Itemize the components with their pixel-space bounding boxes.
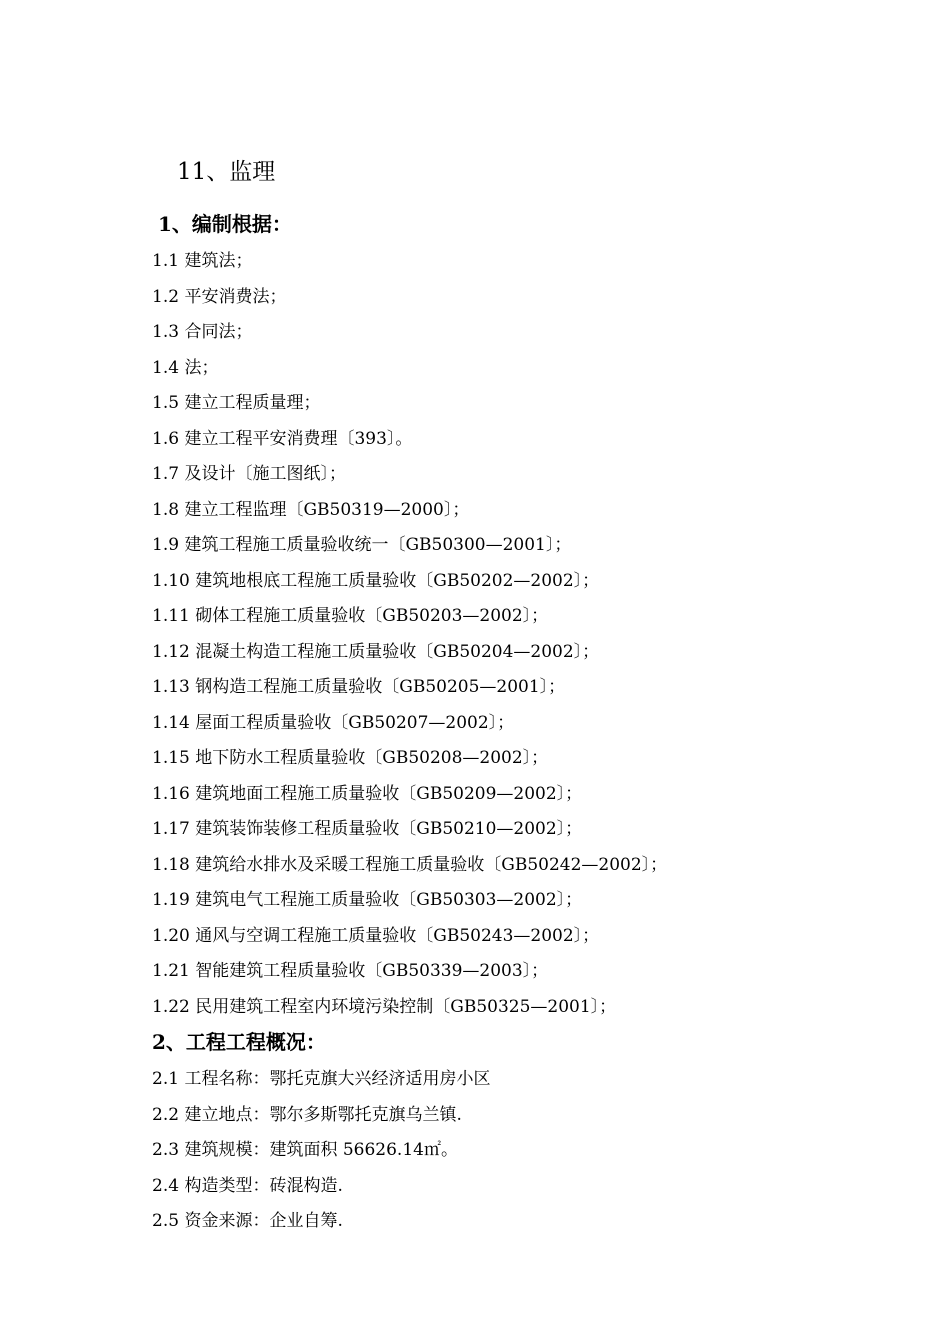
list-item: 1.6 建立工程平安消费理〔393〕。	[152, 428, 413, 449]
list-item: 1.21 智能建筑工程质量验收〔GB50339—2003〕；	[152, 961, 549, 981]
list-item: 1.13 钢构造工程施工质量验收〔GB50205—2001〕；	[152, 677, 566, 697]
list-item: 2.5 资金来源：企业自筹.	[152, 1211, 343, 1231]
list-item: 1.7 及设计〔施工图纸〕；	[152, 464, 346, 484]
list-item: 1.16 建筑地面工程施工质量验收〔GB50209—2002〕；	[152, 783, 583, 804]
basis-list	[152, 244, 667, 1025]
list-item: 1.3 合同法；	[152, 322, 253, 342]
list-item: 2.4 构造类型：砖混构造.	[152, 1175, 343, 1196]
list-item: 1.18 建筑给水排水及采暖工程施工质量验收〔GB50242—2002〕；	[152, 854, 668, 875]
list-item: 1.20 通风与空调工程施工质量验收〔GB50243—2002〕；	[152, 925, 600, 946]
list-item: 1.2 平安消费法；	[152, 286, 287, 307]
section-heading-overview: 2、工程工程概况：	[152, 1030, 326, 1054]
list-item: 1.12 混凝土构造工程施工质量验收〔GB50204—2002〕；	[152, 641, 600, 662]
overview-list	[152, 1062, 490, 1240]
list-item: 1.15 地下防水工程质量验收〔GB50208—2002〕；	[152, 748, 549, 768]
list-item: 2.2 建立地点：鄂尔多斯鄂托克旗乌兰镇.	[152, 1104, 462, 1125]
list-item: 1.4 法；	[152, 357, 219, 378]
list-item: 1.11 砌体工程施工质量验收〔GB50203—2002〕；	[152, 606, 549, 626]
section-heading-basis: 1、编制根据：	[158, 212, 292, 236]
list-item: 1.19 建筑电气工程施工质量验收〔GB50303—2002〕；	[152, 890, 583, 910]
list-item: 1.17 建筑装饰装修工程质量验收〔GB50210—2002〕；	[152, 819, 583, 839]
list-item: 1.14 屋面工程质量验收〔GB50207—2002〕；	[152, 712, 515, 733]
list-item: 1.10 建筑地根底工程施工质量验收〔GB50202—2002〕；	[152, 570, 600, 591]
list-item: 2.3 建筑规模：建筑面积 56626.14㎡。	[152, 1140, 458, 1160]
list-item: 2.1 工程名称：鄂托克旗大兴经济适用房小区	[152, 1069, 491, 1089]
list-item: 1.22 民用建筑工程室内环境污染控制〔GB50325—2001〕；	[152, 996, 617, 1017]
list-item: 1.8 建立工程监理〔GB50319—2000〕；	[152, 499, 470, 520]
list-item: 1.9 建筑工程施工质量验收统一〔GB50300—2001〕；	[152, 535, 572, 555]
list-item: 1.1 建筑法；	[152, 251, 253, 271]
document-title: 11、监理	[177, 159, 276, 185]
list-item: 1.5 建立工程质量理；	[152, 393, 321, 413]
